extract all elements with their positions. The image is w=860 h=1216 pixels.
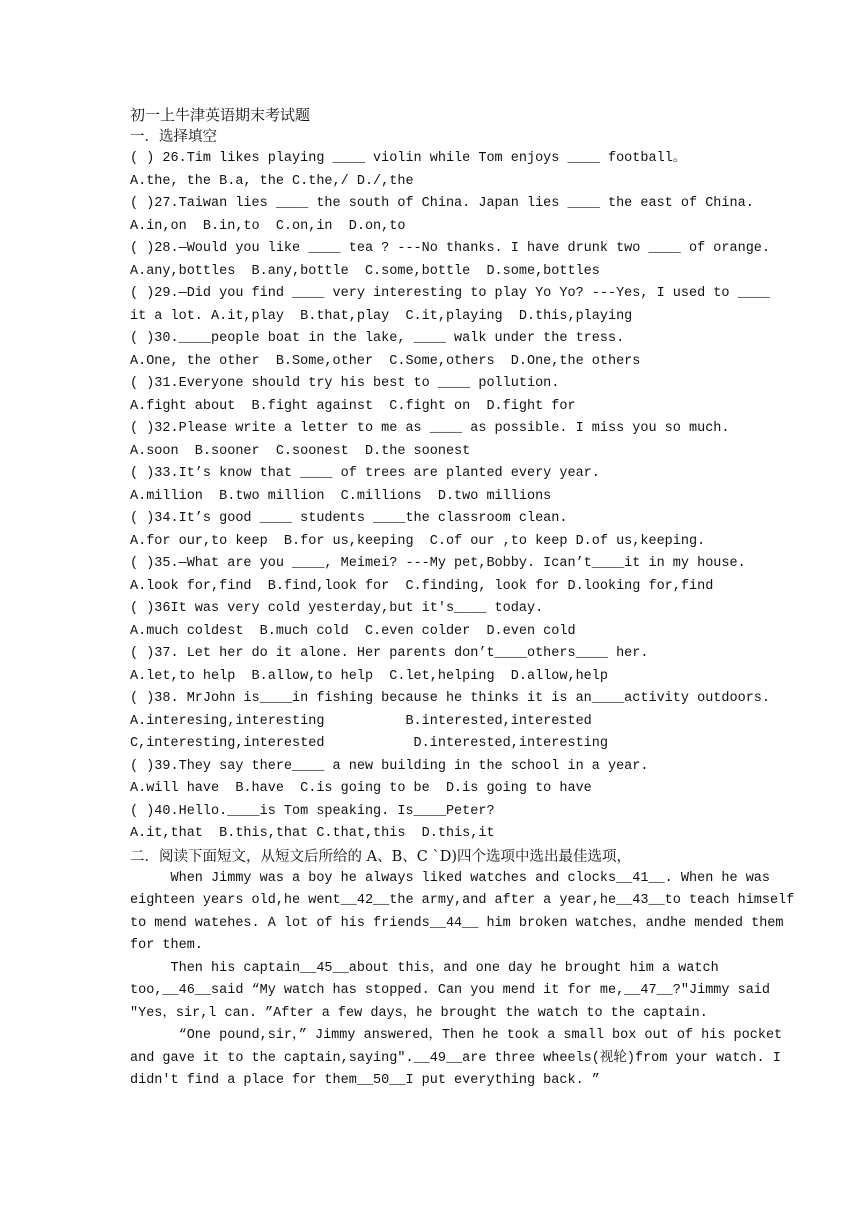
reading-passage	[130, 868, 795, 1093]
section-heading-reading: 二．阅读下面短文，从短文后所给的 A、B、C `D)四个选项中选出最佳选项，	[130, 848, 631, 865]
question-line: ( )35.—What are you ____, Meimei? ---My pet,Bobby. Ican’t____it in my house.	[130, 556, 746, 571]
passage-line: too,__46__said “My watch has stopped. Can you mend it for me,__47__?"Jimmy said	[130, 983, 771, 998]
question-line: A.the, the B.a, the C.the,/ D./,the	[130, 173, 414, 189]
question-line: A.fight about B.fight against C.fight on D.fight for	[130, 398, 576, 414]
question-line: ( )32.Please write a letter to me as ____ as possible. I miss you so much.	[130, 421, 730, 436]
passage-line: eighteen years old,he went__42__the army,and after a year,he__43__to teach himself	[130, 893, 795, 908]
question-line: A.One, the other B.Some,other C.Some,others D.One,the others	[130, 353, 641, 369]
question-line: A.it,that B.this,that C.that,this D.this,it	[130, 826, 495, 841]
question-line: A.any,bottles B.any,bottle C.some,bottle D.some,bottles	[130, 263, 600, 279]
passage-line: Then his captain__45__about this，and one day he brought him a watch	[130, 960, 719, 976]
question-line: C,interesting,interested D.interested,interesting	[130, 736, 608, 751]
passage-line: and gave it to the captain,saying".__49__are three wheels(视轮)from your watch. I	[130, 1050, 781, 1066]
document-page	[130, 104, 795, 1093]
question-line: ( )34.It’s good ____ students ____the classroom clean.	[130, 511, 568, 526]
question-line: A.let,to help B.allow,to help C.let,helping D.allow,help	[130, 668, 608, 684]
question-line: A.soon B.sooner C.soonest D.the soonest	[130, 443, 471, 459]
question-line: A.in,on B.in,to C.on,in D.on,to	[130, 218, 406, 234]
question-line: ( )29.—Did you find ____ very interesting to play Yo Yo? ---Yes, I used to ____	[130, 286, 771, 301]
section-heading-choice: 一．选择填空	[130, 129, 217, 145]
passage-line: "Yes，sir,l can. ”After a few days，he brought the watch to the captain.	[130, 1005, 708, 1021]
passage-line: didn't find a place for them__50__I put everything back. ”	[130, 1073, 600, 1088]
passage-line: “One pound,sir，” Jimmy answered，Then he took a small box out of his pocket	[130, 1028, 783, 1043]
question-line: it a lot. A.it,play B.that,play C.it,playing D.this,playing	[130, 308, 633, 324]
question-line: ( ) 26.Tim likes playing ____ violin while Tom enjoys ____ football。	[130, 151, 687, 166]
question-line: ( )27.Taiwan lies ____ the south of China. Japan lies ____ the east of China.	[130, 196, 754, 211]
question-line: ( )36It was very cold yesterday,but it's____ today.	[130, 601, 544, 616]
question-line: ( )39.They say there____ a new building in the school in a year.	[130, 758, 649, 774]
question-line: ( )37. Let her do it alone. Her parents don’t____others____ her.	[130, 646, 649, 661]
passage-line: to mend watehes. A lot of his friends__44__ him broken watches，andhe mended them	[130, 915, 784, 931]
question-line: A.look for,find B.find,look for C.finding, look for D.looking for,find	[130, 578, 714, 594]
question-line: ( )30.____people boat in the lake, ____ walk under the tress.	[130, 331, 625, 346]
passage-line: When Jimmy was a boy he always liked watches and clocks__41__. When he was	[130, 870, 771, 886]
question-line: A.million B.two million C.millions D.two millions	[130, 488, 552, 504]
question-line: A.interesing,interesting B.interested,interested	[130, 713, 592, 729]
question-line: ( )38. MrJohn is____in fishing because he thinks it is an____activity outdoors.	[130, 691, 771, 706]
question-line: ( )40.Hello.____is Tom speaking. Is____Peter?	[130, 803, 495, 819]
choice-questions	[130, 148, 771, 846]
question-line: ( )28.—Would you like ____ tea ? ---No thanks. I have drunk two ____ of orange.	[130, 241, 771, 256]
document-title: 初一上牛津英语期末考试题	[130, 106, 311, 124]
passage-line: for them.	[130, 938, 203, 953]
question-line: A.for our,to keep B.for us,keeping C.of our ,to keep D.of us,keeping.	[130, 533, 706, 549]
question-line: ( )31.Everyone should try his best to ____ pollution.	[130, 376, 560, 391]
question-line: A.will have B.have C.is going to be D.is going to have	[130, 781, 592, 796]
question-line: ( )33.It’s know that ____ of trees are planted every year.	[130, 466, 600, 481]
question-line: A.much coldest B.much cold C.even colder D.even cold	[130, 623, 576, 639]
